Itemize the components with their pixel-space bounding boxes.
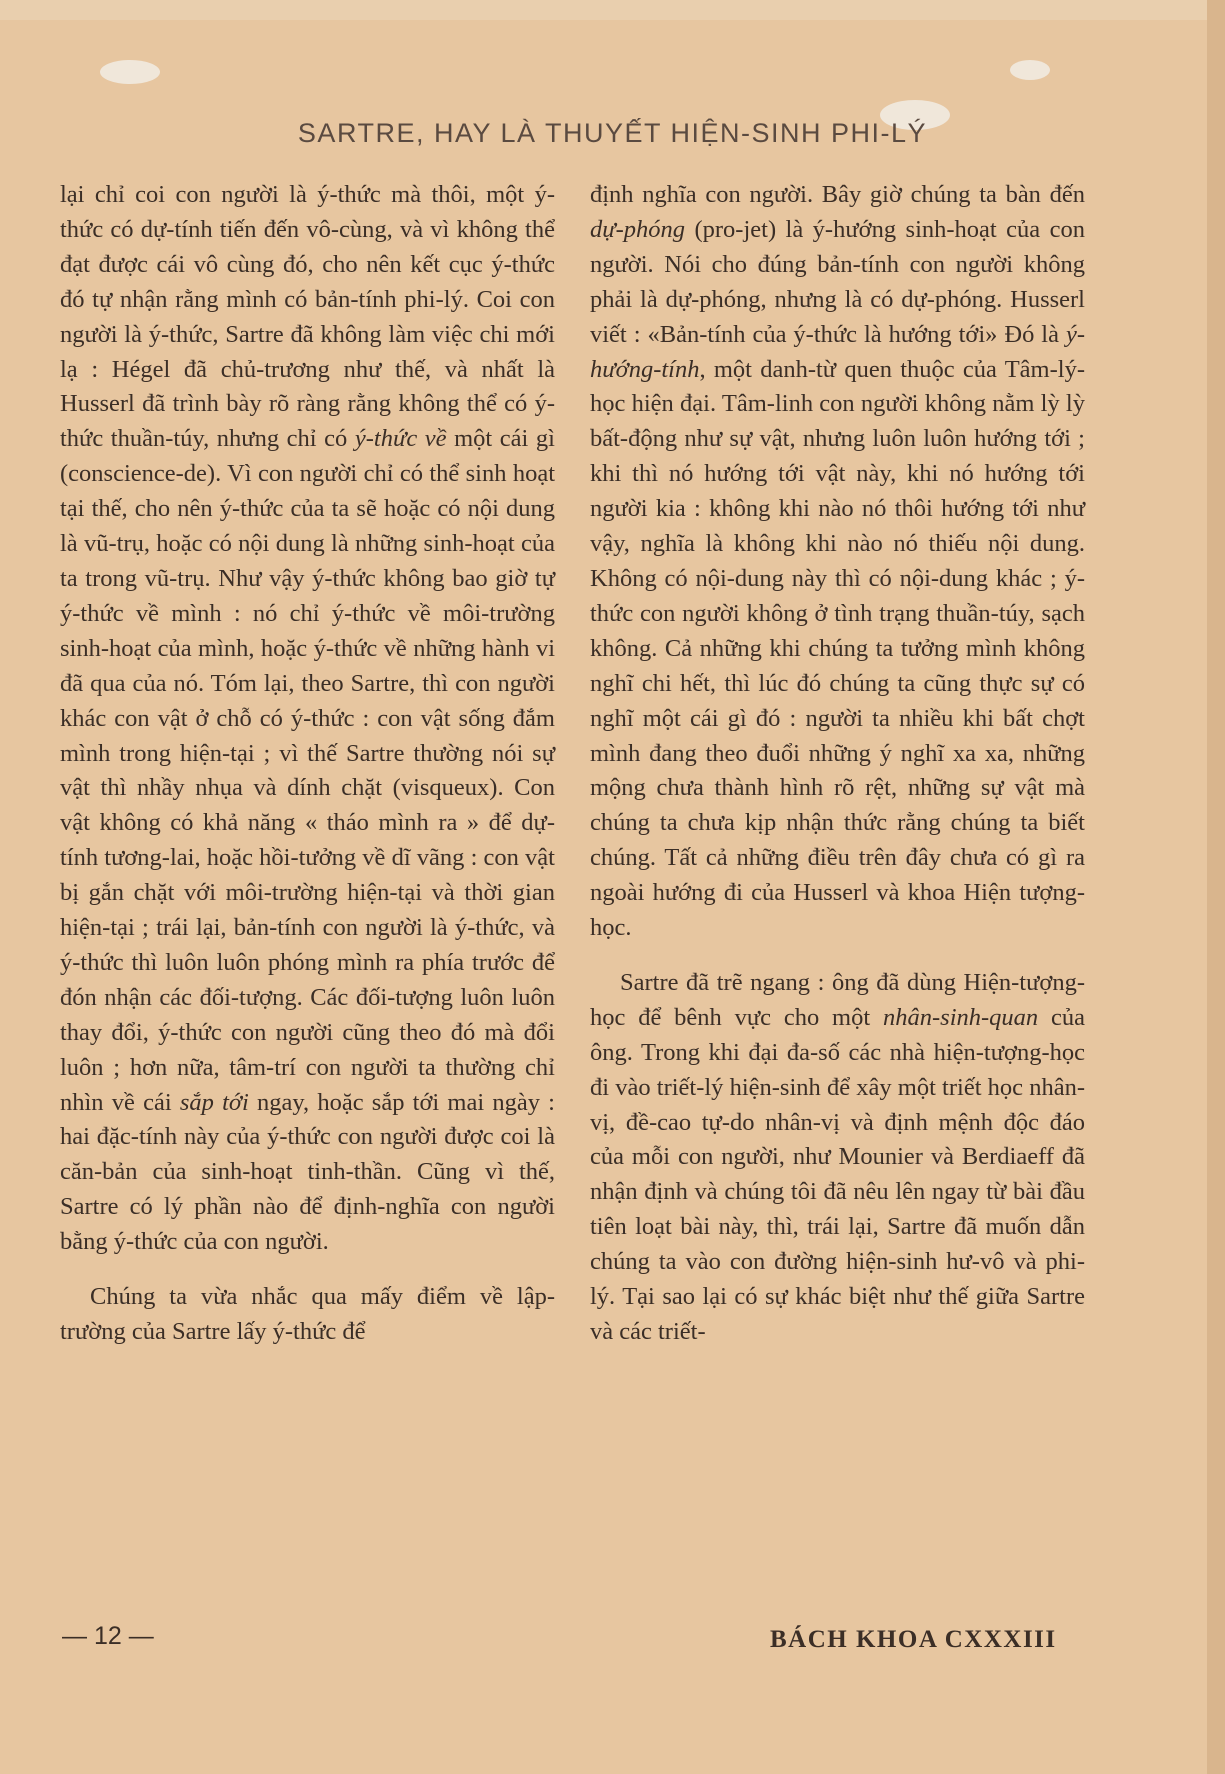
left-paragraph-1: lại chỉ coi con người là ý-thức mà thôi, một ý-thức có dự-tính tiến đến vô-cùng, và vì không thể đạt được cái vô cùng đó, cho nên kết cục ý-thức đó tự nhận rằng mình có bản-tính phi-lý. Coi con người là ý-thức, Sartre đã không làm việc chi mới lạ : Hégel đã chủ-trương như thế, và nhất là Husserl đã trình bày rõ ràng rằng không thể có ý-thức thuần-túy, nhưng chỉ có ý-thức về một cái gì (conscience-de). Vì con người chỉ có thể sinh hoạt tại thế, cho nên ý-thức của ta sẽ hoặc có nội dung là vũ-trụ, hoặc có nội dung là những sinh-hoạt của ta trong vũ-trụ. Như vậy ý-thức không bao giờ tự ý-thức về mình : nó chỉ ý-thức về môi-trường sinh-hoạt của mình, hoặc ý-thức về những hành vi đã qua của nó. Tóm lại, theo Sartre, thì con người khác con vật ở chỗ có ý-thức : con vật sống đắm mình trong hiện-tại ; vì thế Sartre thường nói sự vật thì nhầy nhụa và dính chặt (visqueux). Con vật không có khả năng « tháo mình ra » để dự-tính tương-lai, hoặc hồi-tưởng về dĩ vãng : con vật bị gắn chặt với môi-trường hiện-tại và thời gian hiện-tại ; trái lại, bản-tính con người là ý-thức, và ý-thức thì luôn luôn phóng mình ra phía trước để đón nhận các đối-tượng. Các đối-tượng luôn luôn thay đổi, ý-thức con người cũng theo đó mà đổi luôn ; hơn nữa, tâm-trí con người ta thường chỉ nhìn về cái sắp tới ngay, hoặc sắp tới mai ngày : hai đặc-tính này của ý-thức con người được coi là căn-bản của sinh-hoạt tinh-thần. Cũng vì thế, Sartre có lý phần nào để định-nghĩa con người bằng ý-thức của con người. — [60, 181, 555, 1256]
emphasis: dự-phóng — [590, 215, 686, 243]
running-title: SARTRE, HAY LÀ THUYẾT HIỆN-SINH PHI-LÝ — [297, 118, 928, 148]
publication-footer: BÁCH KHOA CXXXIII — [770, 1626, 1057, 1653]
left-column — [60, 178, 555, 1350]
paper-wear-spot — [1010, 60, 1050, 80]
emphasis: nhân-sinh-quan — [883, 1003, 1039, 1031]
left-paragraph-2: Chúng ta vừa nhắc qua mấy điểm về lập-trường của Sartre lấy ý-thức để — [60, 1283, 555, 1345]
right-paragraph-1: định nghĩa con người. Bây giờ chúng ta bàn đến dự-phóng (pro-jet) là ý-hướng sinh-hoạt của con người. Nói cho đúng bản-tính con người không phải là dự-phóng, nhưng là có dự-phóng. Husserl viết : «Bản-tính của ý-thức là hướng tới» Đó là ý-hướng-tính, một danh-từ quen thuộc của Tâm-lý-học hiện đại. Tâm-linh con người không nằm lỳ lỳ bất-động như sự vật, nhưng luôn luôn hướng tới ; khi thì nó hướng tới vật này, khi nó hướng tới người kia : không khi nào nó thôi hướng tới như vậy, nghĩa là không khi nào nó thiếu nội dung. Không có nội-dung này thì có nội-dung khác ; ý-thức con người không ở tình trạng thuần-túy, sạch không. Cả những khi chúng ta tưởng mình không nghĩ chi hết, thì lúc đó chúng ta cũng thực sự có nghĩ một cái gì đó : người ta nhiều khi bất chợt mình đang theo đuổi những ý nghĩ xa xa, những mộng chưa thành hình rõ rệt, những sự vật mà chúng ta chưa kịp nhận thức rằng chúng ta biết chúng. Tất cả những điều trên đây chưa có gì ra ngoài hướng đi của Husserl và khoa Hiện tượng-học. — [590, 181, 1085, 942]
paper-edge-right — [1207, 0, 1225, 1774]
right-column — [590, 178, 1085, 1350]
page-number: — 12 — — [62, 1622, 154, 1650]
emphasis: sắp tới — [179, 1088, 249, 1116]
paper-wear-spot — [100, 60, 160, 84]
emphasis: ý-thức về — [354, 425, 447, 453]
emphasis: ý-hướng-tính — [590, 320, 1085, 383]
right-paragraph-2: Sartre đã trẽ ngang : ông đã dùng Hiện-tượng-học để bênh vực cho một nhân-sinh-quan của ông. Trong khi đại đa-số các nhà hiện-tượng-học đi vào triết-lý hiện-sinh để xây một triết học nhân-vị, đề-cao tự-do nhân-vị và định mệnh độc đáo của mỗi con người, như Mounier và Berdiaeff đã nhận định và chúng tôi đã nêu lên ngay từ bài đầu tiên loạt bài này, thì, trái lại, Sartre đã muốn dẫn chúng ta vào con đường hiện-sinh hư-vô và phi-lý. Tại sao lại có sự khác biệt như thế giữa Sartre và các triết- — [590, 968, 1086, 1345]
paper-edge-top — [0, 0, 1225, 20]
